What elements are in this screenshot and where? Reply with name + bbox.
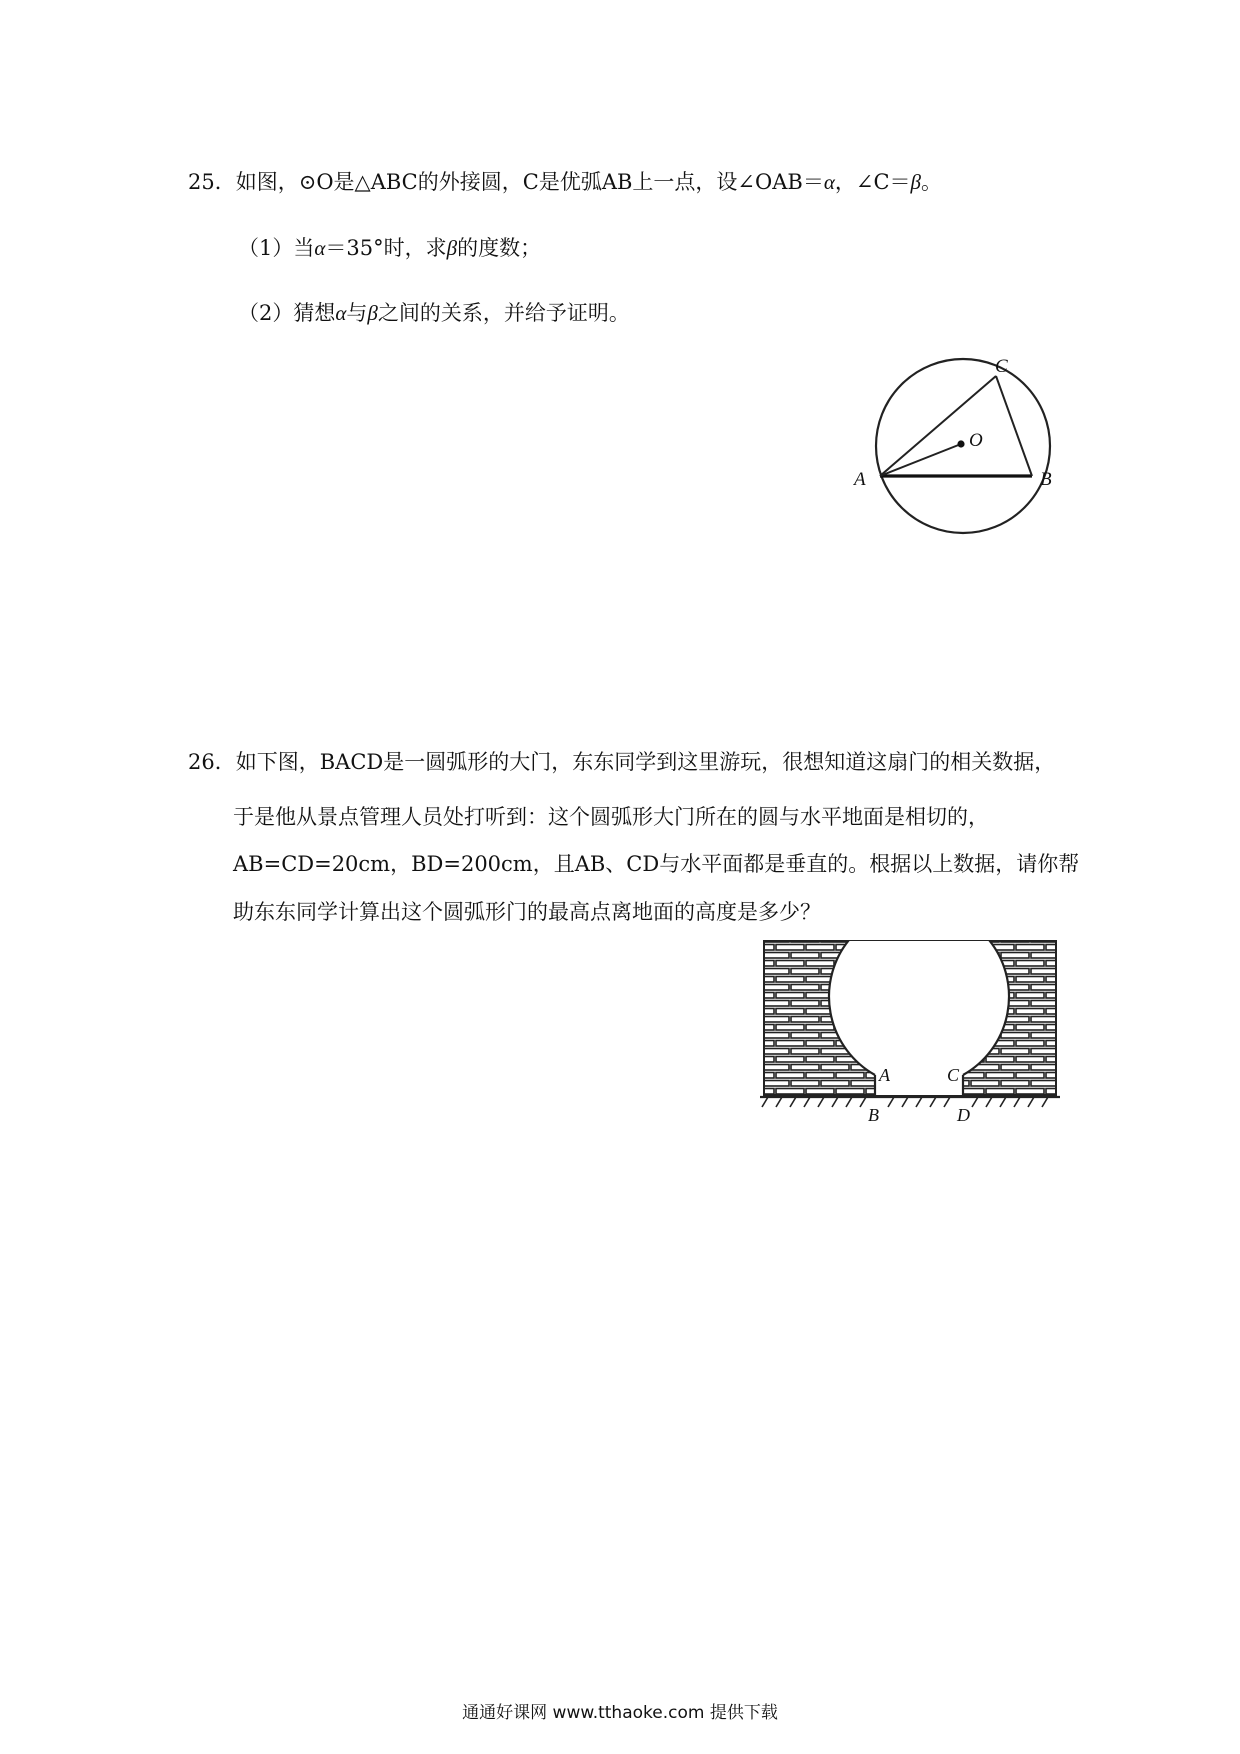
label-a: A xyxy=(879,1065,890,1085)
label-c: C xyxy=(947,1065,960,1085)
label-b: B xyxy=(868,1105,879,1125)
q25-part2: （2）猜想α与β之间的关系，并给予证明。 xyxy=(238,301,630,325)
label-c: C xyxy=(995,356,1008,377)
q25-number: 25． xyxy=(188,170,236,194)
segment-oa xyxy=(880,444,961,476)
label-d: D xyxy=(957,1105,970,1125)
label-b: B xyxy=(1040,469,1052,490)
q25-part1: （1）当α＝35°时，求β的度数； xyxy=(238,236,542,260)
q26-line-4: 助东东同学计算出这个圆弧形门的最高点离地面的高度是多少？ xyxy=(233,900,821,924)
segment-bc xyxy=(996,376,1032,476)
q25-circle-figure xyxy=(840,350,1070,540)
center-point-o xyxy=(957,440,964,447)
q25-stem: 25．如图，⊙O是△ABC的外接圆，C是优弧AB上一点，设∠OAB＝α，∠C＝β。 xyxy=(188,170,942,194)
q26-line-1: 26．如下图，BACD是一圆弧形的大门，东东同学到这里游玩，很想知道这扇门的相关数据， xyxy=(188,750,1056,774)
label-a: A xyxy=(854,469,866,490)
q26-line-3: AB=CD=20cm，BD=200cm，且AB、CD与水平面都是垂直的。根据以上数据，请你帮 xyxy=(233,852,1080,876)
segment-ac xyxy=(880,376,996,476)
q26-gate-figure xyxy=(760,935,1060,1135)
ground-hatching xyxy=(762,1097,1048,1107)
q26-line-2: 于是他从景点管理人员处打听到：这个圆弧形大门所在的圆与水平地面是相切的， xyxy=(233,805,989,829)
q26-number: 26． xyxy=(188,750,236,774)
label-o: O xyxy=(969,430,983,451)
page-footer: 通通好课网 www.tthaoke.com 提供下载 xyxy=(462,1703,778,1723)
